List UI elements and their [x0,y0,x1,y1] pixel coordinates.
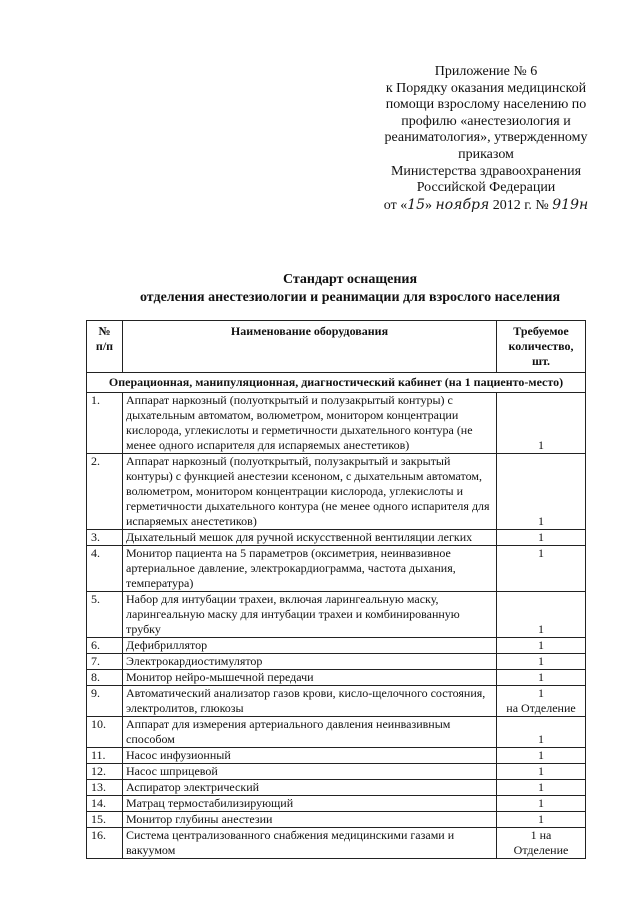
appendix-line: Российской Федерации [416,180,556,196]
row-number: 15. [87,812,123,828]
date-mid: » [425,197,433,213]
row-number: 2. [87,454,123,530]
appendix-header [358,64,614,214]
required-quantity: 1 на Отделение [497,828,586,859]
table-row [87,748,586,764]
required-quantity: 1 [497,748,586,764]
row-number: 6. [87,638,123,654]
date-prefix: от « [383,197,408,213]
required-quantity: 1 [497,393,586,454]
row-number: 10. [87,717,123,748]
table-row [87,592,586,638]
equipment-name: Набор для интубации трахеи, включая ларингеальную маску, ларингеальную маску для интубации трахеи и комбинированную трубку [123,592,497,638]
row-number: 3. [87,530,123,546]
equipment-name: Насос шприцевой [123,764,497,780]
date-year: 2012 г. № [489,197,553,213]
equipment-name: Монитор нейро-мышечной передачи [123,670,497,686]
equipment-name: Матрац термостабилизирующий [123,796,497,812]
table-header-row [87,321,586,373]
row-number: 14. [87,796,123,812]
equipment-table [86,320,586,859]
required-quantity: 1 [497,654,586,670]
required-quantity: 1 [497,812,586,828]
required-quantity: 1 [497,546,586,592]
equipment-name: Электрокардиостимулятор [123,654,497,670]
required-quantity: 1 [497,454,586,530]
equipment-name: Аппарат для измерения артериального давления неинвазивным способом [123,717,497,748]
table-row [87,686,586,717]
table-row [87,530,586,546]
table-row [87,780,586,796]
row-number: 1. [87,393,123,454]
column-header-name: Наименование оборудования [123,321,497,373]
appendix-line: к Порядку оказания медицинской [385,80,587,96]
handwritten-month: ноября [435,196,490,213]
equipment-name: Аспиратор электрический [123,780,497,796]
row-number: 9. [87,686,123,717]
row-number: 13. [87,780,123,796]
equipment-name: Автоматический анализатор газов крови, кисло-щелочного состояния, электролитов, глюкозы [123,686,497,717]
appendix-line: помощи взрослому населению по [385,97,587,113]
equipment-name: Аппарат наркозный (полуоткрытый, полузакрытый и закрытый контуры) с функцией анестезии ксеноном, с дыхательным автоматом, волюметром, монитором концентрации кислорода, углекислоты и герметичности дыхательного контура (не менее одного испарителя для испаряемых анестетиков) [123,454,497,530]
equipment-name: Насос инфузионный [123,748,497,764]
table-row [87,393,586,454]
table-row [87,654,586,670]
table-row [87,828,586,859]
row-number: 11. [87,748,123,764]
document-subtitle: отделения анестезиологии и реанимации для взрослого населения [139,290,561,305]
row-number: 7. [87,654,123,670]
equipment-name: Дефибриллятор [123,638,497,654]
table-row [87,670,586,686]
required-quantity: 1 [497,638,586,654]
equipment-name: Аппарат наркозный (полуоткрытый и полузакрытый контуры) с дыхательным автоматом, волюметром, монитором концентрации кислорода, углекислоты и герметичности дыхательного контура (не менее одного испарителя для испаряемых анестетиков) [123,393,497,454]
section-title: Операционная, манипуляционная, диагностический кабинет (на 1 пациенто-место) [87,373,586,393]
table-row [87,796,586,812]
required-quantity: 1 [497,764,586,780]
appendix-line: Министерства здравоохранения [390,163,582,179]
table-row [87,812,586,828]
table-row [87,454,586,530]
column-header-number: № п/п [87,321,123,373]
table-row [87,717,586,748]
required-quantity: 1 [497,780,586,796]
appendix-line: реаниматология», утвержденному [384,130,588,146]
table-row [87,638,586,654]
row-number: 5. [87,592,123,638]
row-number: 12. [87,764,123,780]
equipment-name: Дыхательный мешок для ручной искусственной вентиляции легких [123,530,497,546]
equipment-name: Монитор пациента на 5 параметров (оксиметрия, неинвазивное артериальное давление, электрокардиограмма, частота дыхания, температура) [123,546,497,592]
table-section-row [87,373,586,393]
handwritten-order-number: 919н [552,196,589,213]
required-quantity: 1 [497,796,586,812]
column-header-quantity: Требуемое количество, шт. [497,321,586,373]
row-number: 16. [87,828,123,859]
document-title: Стандарт оснащения [282,272,418,287]
table-row [87,546,586,592]
row-number: 4. [87,546,123,592]
handwritten-day: 15 [407,196,426,213]
order-date-line [358,197,614,215]
equipment-name: Монитор глубины анестезии [123,812,497,828]
required-quantity: 1 на Отделение [497,686,586,717]
table-row [87,764,586,780]
appendix-line: профилю «анестезиология и [401,113,571,129]
required-quantity: 1 [497,530,586,546]
appendix-line: Приложение № 6 [434,64,538,79]
required-quantity: 1 [497,670,586,686]
equipment-name: Система централизованного снабжения медицинскими газами и вакуумом [123,828,497,859]
required-quantity: 1 [497,592,586,638]
appendix-line: приказом [458,146,514,162]
row-number: 8. [87,670,123,686]
required-quantity: 1 [497,717,586,748]
